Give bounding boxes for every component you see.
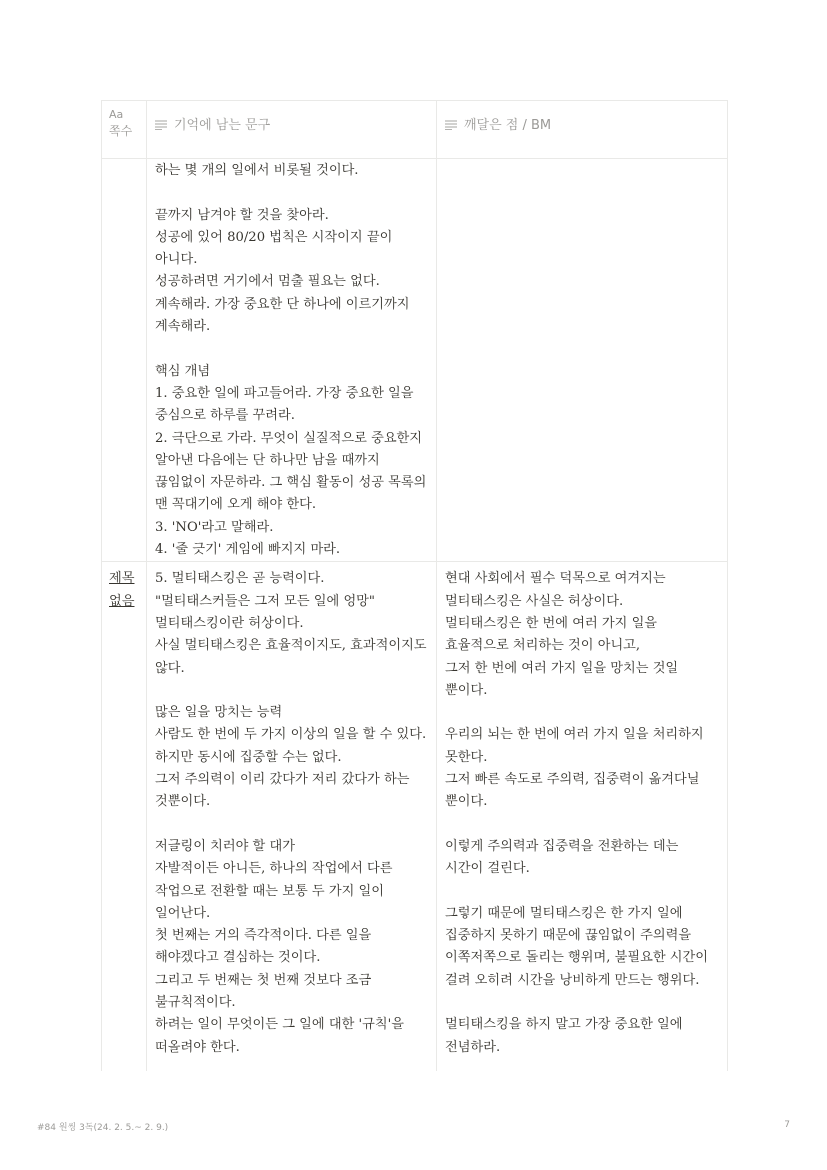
row-insight-cell[interactable] — [437, 159, 728, 562]
footer-title: #84 원씽 3독(24. 2. 5.~ 2. 9.) — [37, 1123, 169, 1133]
notes-table — [101, 100, 728, 1071]
row-insight-text: 현대 사회에서 필수 덕목으로 여겨지는 멀티태스킹은 사실은 허상이다. 멀티태스킹은 한 번에 여러 가지 일을 효율적으로 처리하는 것이 아니고, 그저 한 번에 여러 가지 일을 망치는 것일 뿐이다. 우리의 뇌는 한 번에 여러 가지 일을 처리하지 못한다. 그저 빠른 속도로 주의력, 집중력이 옮겨다닐 뿐이다. 이렇게 주의력과 집중력을 전환하는 데는 시간이 걸린다. 그렇기 때문에 멀티태스킹은 한 가지 일에 집중하지 못하기 때문에 끊임없이 주의력을 이쪽저쪽으로 돌리는 행위며, 불필요한 시간이 걸려 오히려 시간을 낭비하게 만드는 행위다. 멀티태스킹을 하지 말고 가장 중요한 일에 전념하라. — [445, 571, 709, 1055]
table-header-row — [102, 101, 728, 159]
lines-icon — [445, 120, 457, 130]
row-quote-text: 하는 몇 개의 일에서 비롯될 것이다. 끝까지 남겨야 할 것을 찾아라. 성공에 있어 80/20 법칙은 시작이지 끝이 아니다. 성공하려면 거기에서 멈출 필요는 없다. 계속해라. 가장 중요한 단 하나에 이르기까지 계속해라. 핵심 개념 1. 중요한 일에 파고들어라. 가장 중요한 일을 중심으로 하루를 꾸려라. 2. 극단으로 가라. 무엇이 실질적으로 중요한지 알아낸 다음에는 단 하나만 남을 때까지 끊임없이 자문하라. 그 핵심 활동이 성공 목록의 맨 꼭대기에 오게 해야 한다. 3. 'NO'라고 말해라. 4. '줄 긋기' 게임에 빠지지 마라. — [155, 163, 427, 558]
row-quote-cell[interactable] — [147, 562, 437, 1071]
row-quote-text: 5. 멀티태스킹은 곧 능력이다. "멀티태스커들은 그저 모든 일에 엉망" 멀티태스킹이란 허상이다. 사실 멀티태스킹은 효율적이지도, 효과적이지도 않다. 많은 일을 망치는 능력 사람도 한 번에 두 가지 이상의 일을 할 수 있다. 하지만 동시에 집중할 수는 없다. 그저 주의력이 이리 갔다가 저리 갔다가 하는 것뿐이다. 저글링이 치러야 할 대가 자발적이든 아니든, 하나의 작업에서 다른 작업으로 전환할 때는 보통 두 가지 일이 일어난다. 첫 번째는 거의 즉각적이다. 다른 일을 해야겠다고 결심하는 것이다. 그리고 두 번째는 첫 번째 것보다 조금 불규칙적이다. 하려는 일이 무엇이든 그 일에 대한 '규칙'을 떠올려야 한다. — [155, 571, 427, 1055]
row-title-link[interactable]: 제목 없음 — [109, 571, 135, 609]
header-page-label: 쪽수 — [109, 124, 133, 138]
lines-icon — [155, 120, 167, 130]
page-number: 7 — [784, 1120, 790, 1130]
header-quote-label: 기억에 남는 문구 — [174, 118, 271, 133]
row-quote-cell[interactable] — [147, 159, 437, 562]
table-row — [102, 159, 728, 562]
header-page-column[interactable] — [102, 101, 147, 159]
row-title-cell[interactable] — [102, 562, 147, 1071]
row-title-cell[interactable] — [102, 159, 147, 562]
header-insight-column[interactable] — [437, 101, 728, 159]
row-title[interactable] — [102, 159, 139, 165]
row-insight-cell[interactable] — [437, 562, 728, 1071]
header-insight-label: 깨달은 점 / BM — [464, 118, 552, 133]
aa-icon: Aa — [109, 108, 124, 121]
header-quote-column[interactable] — [147, 101, 437, 159]
table-row — [102, 562, 728, 1071]
